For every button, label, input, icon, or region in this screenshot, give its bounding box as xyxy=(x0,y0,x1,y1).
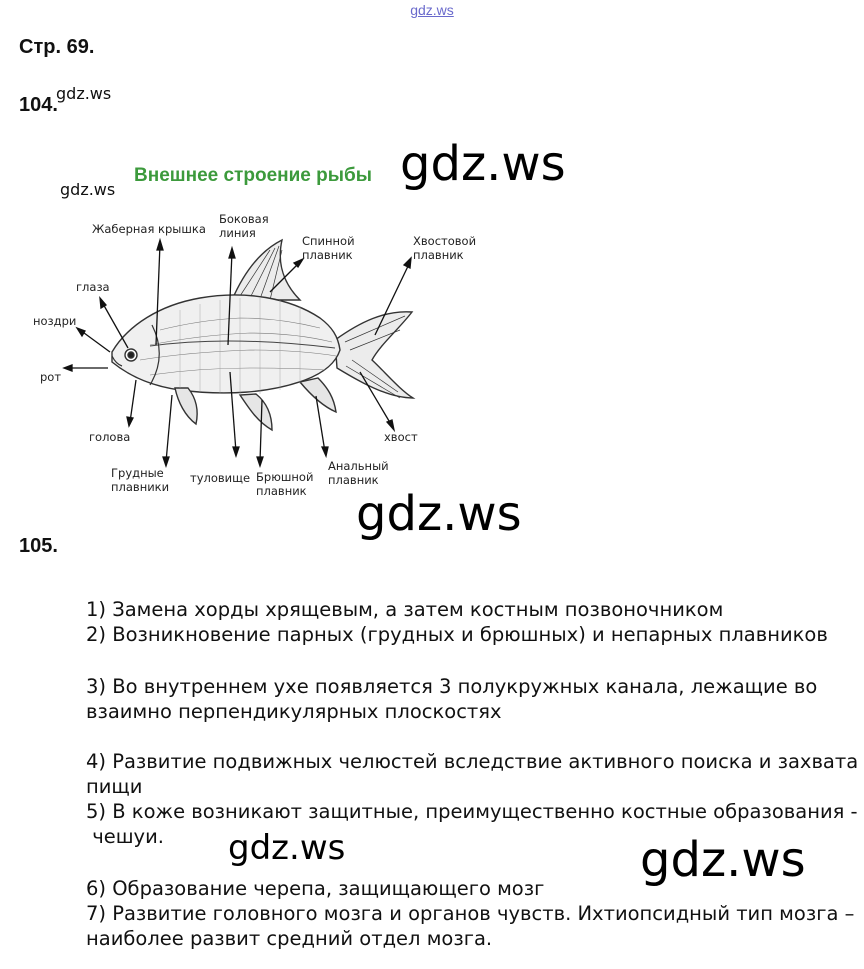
answer-line-3b: взаимно перпендикулярных плоскостях xyxy=(86,700,502,723)
diagram-title: Внешнее строение рыбы xyxy=(134,165,372,186)
task-104-number: 104. xyxy=(19,94,58,116)
watermark-top-link[interactable]: gdz.ws xyxy=(410,2,454,18)
label-nostrils: ноздри xyxy=(33,314,77,328)
answer-line-4a: 4) Развитие подвижных челюстей вследствие активного поиска и захвата xyxy=(86,750,859,773)
label-eyes: глаза xyxy=(76,280,110,294)
watermark-small-104: gdz.ws xyxy=(56,84,112,103)
label-pelvic-fin-line2: плавник xyxy=(256,484,307,498)
label-caudal-fin-line2: плавник xyxy=(413,248,464,262)
label-lateral-line-line2: линия xyxy=(219,226,256,240)
answer-line-5a: 5) В коже возникают защитные, преимущественно костные образования - xyxy=(86,800,858,823)
answer-line-1: 1) Замена хорды хрящевым, а затем костным позвоночником xyxy=(86,598,724,621)
answer-line-6: 6) Образование черепа, защищающего мозг xyxy=(86,877,545,900)
label-pectoral-fins-line2: плавники xyxy=(111,480,170,494)
label-gill-cover: Жаберная крышка xyxy=(92,222,206,236)
label-pectoral-fins xyxy=(111,466,169,494)
label-anal-fin-line2: плавник xyxy=(328,473,379,487)
label-pelvic-fin-line1: Брюшной xyxy=(256,470,314,484)
answer-line-7a: 7) Развитие головного мозга и органов чувств. Ихтиопсидный тип мозга – xyxy=(86,902,855,925)
task-105-number: 105. xyxy=(19,535,58,557)
label-caudal-fin xyxy=(413,234,476,262)
watermark-big-center: gdz.ws xyxy=(356,486,522,542)
watermark-big-bottom-left: gdz.ws xyxy=(228,828,346,868)
fish-diagram xyxy=(30,200,430,500)
label-pectoral-fins-line1: Грудные xyxy=(111,466,164,480)
label-lateral-line xyxy=(219,212,269,240)
label-lateral-line-line1: Боковая xyxy=(219,212,269,226)
answer-line-4b: пищи xyxy=(86,775,143,798)
label-mouth: рот xyxy=(40,370,62,384)
label-dorsal-fin-line1: Спинной xyxy=(302,234,355,248)
label-dorsal-fin xyxy=(302,234,355,262)
label-anal-fin-line1: Анальный xyxy=(328,459,389,473)
label-anal-fin xyxy=(328,459,389,487)
answer-line-5b: чешуи. xyxy=(86,825,164,848)
watermark-big-bottom-right: gdz.ws xyxy=(640,832,806,888)
page-heading: Стр. 69. xyxy=(19,36,95,58)
answer-line-3a: 3) Во внутреннем ухе появляется 3 полукружных канала, лежащие во xyxy=(86,675,818,698)
answer-line-2: 2) Возникновение парных (грудных и брюшных) и непарных плавников xyxy=(86,623,828,646)
answer-line-7b: наиболее развит средний отдел мозга. xyxy=(86,927,493,950)
label-trunk: туловище xyxy=(190,471,251,485)
watermark-small-left: gdz.ws xyxy=(60,180,116,199)
label-caudal-fin-line1: Хвостовой xyxy=(413,234,477,248)
label-dorsal-fin-line2: плавник xyxy=(302,248,353,262)
watermark-big-title: gdz.ws xyxy=(400,136,566,192)
label-pelvic-fin xyxy=(256,470,313,498)
label-head: голова xyxy=(89,430,131,444)
label-tail: хвост xyxy=(384,430,418,444)
